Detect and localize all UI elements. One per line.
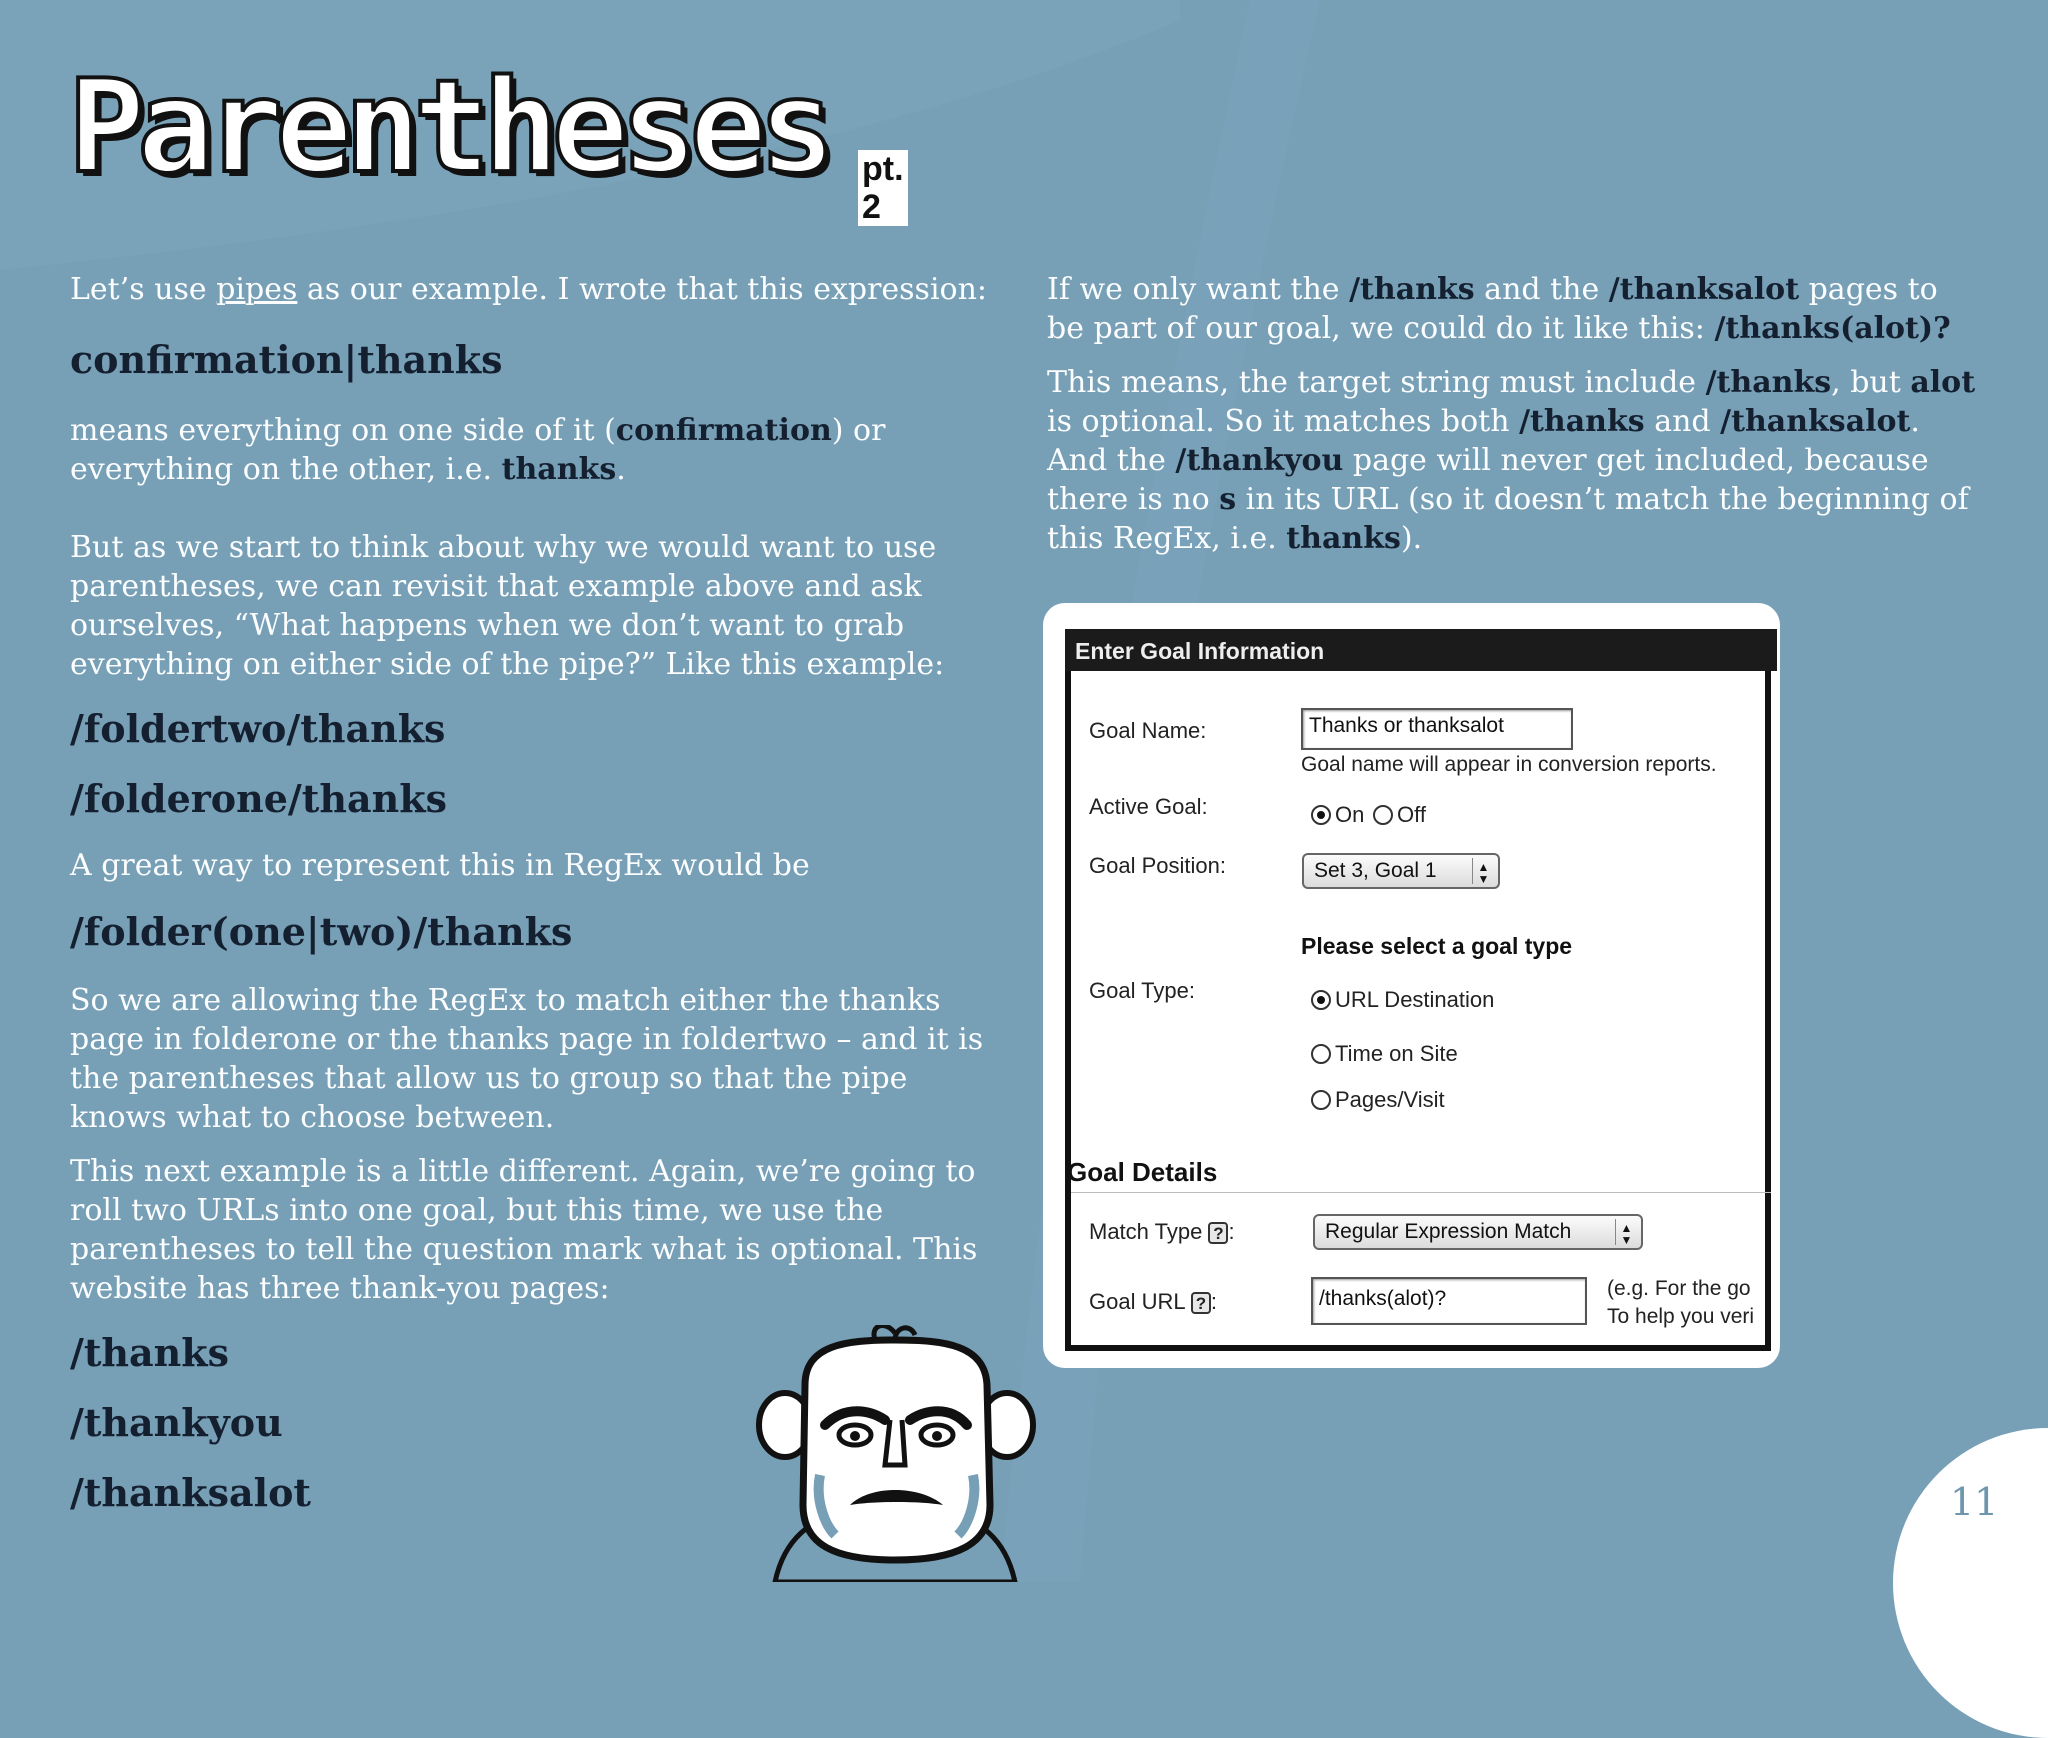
- code-thankyou: /thankyou: [70, 1400, 283, 1445]
- right-column: [1047, 270, 1977, 558]
- group-explanation: So we are allowing the RegEx to match either the thanks page in folderone or the thanks page in foldertwo – and it is the parentheses that allow us to group so that the pipe knows what to choose between.: [70, 983, 984, 1135]
- help-icon[interactable]: ?: [1191, 1292, 1211, 1314]
- form-header: Enter Goal Information: [1065, 629, 1777, 671]
- type-pages-label: Pages/Visit: [1335, 1087, 1445, 1112]
- active-on-radio[interactable]: [1311, 805, 1331, 825]
- type-url-label: URL Destination: [1335, 987, 1495, 1012]
- goal-form: [1065, 629, 1771, 1351]
- cartoon-mascot: [745, 1325, 1045, 1582]
- select-arrows-icon: ▲ ▼: [1615, 1219, 1637, 1245]
- pipe-explanation: means everything on one side of it (confirmation) or everything on the other, i.e. thanks.: [70, 413, 886, 487]
- code-folder-group: /folder(one|two)/thanks: [70, 909, 573, 954]
- goal-url-label: Goal URL ? :: [1089, 1289, 1218, 1314]
- goal-url-hint-2: To help you veri: [1607, 1305, 1755, 1328]
- optional-explanation: This means, the target string must include /thanks, but alot is optional. So it matches both /thanks and /thanksalot. And the /thankyou page will never get included, because there is no s in its URL (so it doesn’t match the beginning of this RegEx, i.e. thanks).: [1047, 365, 1976, 556]
- active-off-label: Off: [1397, 802, 1426, 827]
- goal-url-hint-1: (e.g. For the go: [1607, 1277, 1751, 1300]
- select-arrows-icon: ▲ ▼: [1472, 858, 1494, 884]
- goal-name-input[interactable]: Thanks or thanksalot: [1301, 708, 1573, 750]
- match-type-value: Regular Expression Match: [1325, 1220, 1572, 1243]
- intro-paragraph: Let’s use pipes as our example. I wrote that this expression:: [70, 272, 988, 307]
- goal-type-heading: Please select a goal type: [1301, 933, 1573, 959]
- type-time-label: Time on Site: [1335, 1041, 1458, 1066]
- code-confirmation-thanks: confirmation|thanks: [70, 337, 503, 382]
- goal-position-label: Goal Position:: [1089, 853, 1226, 878]
- goal-type-label: Goal Type:: [1089, 978, 1195, 1003]
- title-main: Parentheses: [68, 53, 828, 202]
- goal-form-screenshot: [1043, 603, 1780, 1368]
- code-thanksalot: /thanksalot: [70, 1470, 311, 1515]
- goal-url-input[interactable]: /thanks(alot)?: [1311, 1277, 1587, 1325]
- active-goal-label: Active Goal:: [1089, 794, 1208, 819]
- type-pages-radio[interactable]: [1311, 1090, 1331, 1110]
- match-type-label: Match Type ? :: [1089, 1219, 1235, 1244]
- type-time-radio[interactable]: [1311, 1044, 1331, 1064]
- regex-intro: A great way to represent this in RegEx would be: [70, 848, 810, 883]
- active-on-label: On: [1335, 802, 1365, 827]
- help-icon[interactable]: ?: [1208, 1222, 1228, 1244]
- parentheses-question: But as we start to think about why we would want to use parentheses, we can revisit that example above and ask ourselves, “What happens when we don’t want to grab everything on either side of the pipe?” Like this example:: [70, 530, 945, 682]
- code-thanks: /thanks: [70, 1330, 230, 1375]
- goal-name-label: Goal Name:: [1089, 718, 1207, 743]
- optional-intro: If we only want the /thanks and the /thanksalot pages to be part of our goal, we could do it like this: /thanks(alot)?: [1047, 272, 1951, 346]
- goal-position-select[interactable]: [1302, 853, 1500, 889]
- goal-name-hint: Goal name will appear in conversion reports.: [1301, 753, 1717, 776]
- type-url-radio[interactable]: [1311, 990, 1331, 1010]
- code-foldertwo: /foldertwo/thanks: [70, 706, 446, 751]
- code-folderone: /folderone/thanks: [70, 776, 447, 821]
- question-mark-intro: This next example is a little different. Again, we’re going to roll two URLs into one goal, but this time, we use the parentheses to tell the question mark what is optional. This website has three thank-you pages:: [70, 1154, 978, 1306]
- goal-position-value: Set 3, Goal 1: [1314, 859, 1437, 882]
- details-divider: [1071, 1192, 1771, 1193]
- page-number: 11: [1950, 1480, 1999, 1524]
- active-off-radio[interactable]: [1373, 805, 1393, 825]
- match-type-select[interactable]: [1313, 1214, 1643, 1250]
- pipes-link[interactable]: pipes: [216, 272, 298, 307]
- title-sub: pt. 2: [858, 150, 908, 226]
- goal-details-heading: Goal Details: [1067, 1157, 1218, 1187]
